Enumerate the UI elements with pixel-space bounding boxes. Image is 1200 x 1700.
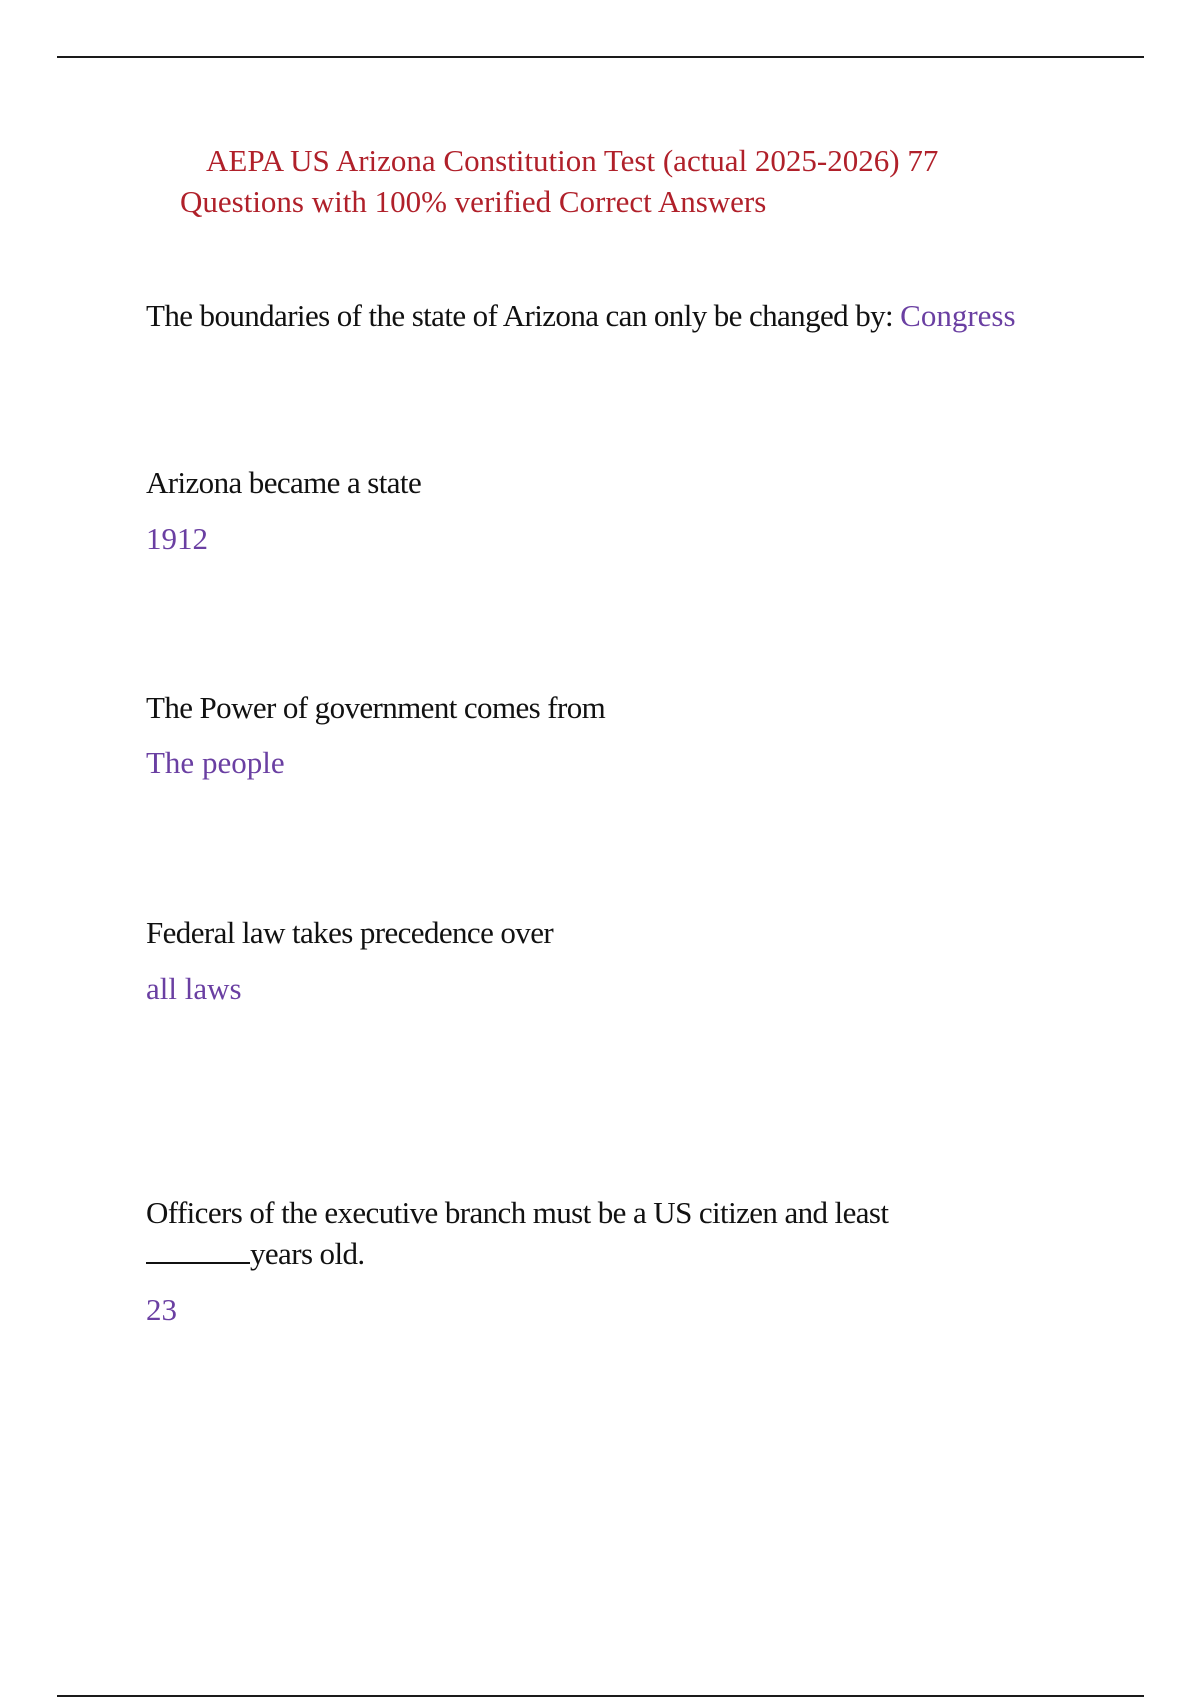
answer-3: The people [146, 745, 285, 780]
question-text: The boundaries of the state of Arizona can only be changed by: [146, 298, 894, 333]
question-5-line-2 [146, 1234, 365, 1274]
answer-2: 1912 [146, 521, 208, 556]
bottom-rule [57, 1695, 1144, 1697]
question-3: The Power of government comes from [146, 690, 606, 725]
fill-in-blank [146, 1236, 250, 1264]
title-line-1: AEPA US Arizona Constitution Test (actual 2025-2026) 77 [206, 143, 939, 178]
answer-4: all laws [146, 971, 242, 1006]
question-1 [146, 296, 1016, 336]
title-line-2: Questions with 100% verified Correct Answers [180, 184, 767, 219]
answer-5: 23 [146, 1292, 177, 1327]
top-rule [57, 56, 1144, 58]
question-2: Arizona became a state [146, 465, 422, 500]
question-4: Federal law takes precedence over [146, 915, 554, 950]
question-5-line-1: Officers of the executive branch must be a US citizen and least [146, 1195, 889, 1230]
answer-text: Congress [900, 298, 1016, 333]
document-title [180, 140, 1080, 222]
question-5-suffix: years old. [250, 1236, 365, 1271]
